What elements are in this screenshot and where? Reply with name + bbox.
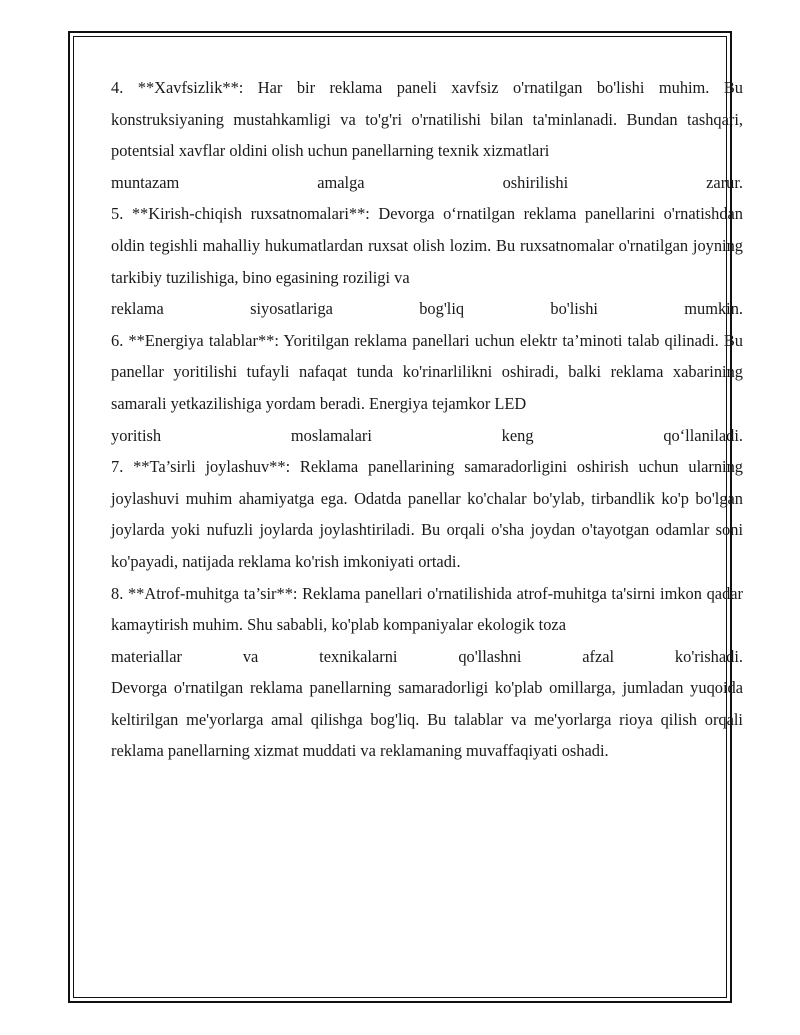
paragraph-conclusion: Devorga o'rnatilgan reklama panellarning samaradorligi ko'plab omillarga, jumladan yuqoida keltirilgan me'yorlarga amal qilishga bog'liq. Bu talablar va me'yorlarga rioya qilish orqali reklama panellarning xizmat muddati va reklamaning muvaffaqiyati oshadi. [111, 678, 743, 761]
paragraph-item-6-last-line: yoritish moslamalari keng qo‘llaniladi. [111, 425, 743, 445]
paragraph-item-8-last-line: materiallar va texnikalarni qo'llashni afzal ko'rishadi. [111, 646, 743, 666]
paragraph-item-8-body: 8. **Atrof-muhitga ta’sir**: Reklama panellari o'rnatilishida atrof-muhitga ta'sirni imkon qadar kamaytirish muhim. Shu sababli, ko'plab kompaniyalar ekologik toza [111, 583, 743, 635]
paragraph-item-5-body: 5. **Kirish-chiqish ruxsatnomalari**: Devorga o‘rnatilgan reklama panellarini o'rnatishdan oldin tegishli mahalliy hukumatlardan ruxsat olish lozim. Bu ruxsatnomalar o'rnatilgan joyning tarkibiy tuzilishiga, bino egasining roziligi va [111, 204, 743, 287]
document-body [111, 72, 743, 767]
paragraph-item-7: 7. **Ta’sirli joylashuv**: Reklama panellarining samaradorligini oshirish uchun ularning joylashuvi muhim ahamiyatga ega. Odatda panellar ko'chalar bo'ylab, tirbandlik ko'p bo'lgan joylarda yoki nufuzli joylarda joylashtiriladi. Bu orqali o'sha joydan o'tayotgan odamlar soni ko'payadi, natijada reklama ko'rish imkoniyati ortadi. [111, 457, 743, 571]
paragraph-item-4-body: 4. **Xavfsizlik**: Har bir reklama paneli xavfsiz o'rnatilgan bo'lishi muhim. Bu konstruksiyaning mustahkamligi va to'g'ri o'rnatilishi bilan ta'minlanadi. Bundan tashqari, potentsial xavflar oldini olish uchun panellarning texnik xizmatlari [111, 78, 743, 161]
paragraph-item-4-last-line: muntazam amalga oshirilishi zarur. [111, 172, 743, 192]
paragraph-item-6-body: 6. **Energiya talablar**: Yoritilgan reklama panellari uchun elektr ta’minoti talab qilinadi. Bu panellar yoritilishi tufayli nafaqat tunda ko'rinarlilikni oshiradi, balki reklama xabarining samarali yetkazilishiga yordam beradi. Energiya tejamkor LED [111, 330, 743, 413]
paragraph-item-5-last-line: reklama siyosatlariga bog'liq bo'lishi mumkin. [111, 299, 743, 319]
